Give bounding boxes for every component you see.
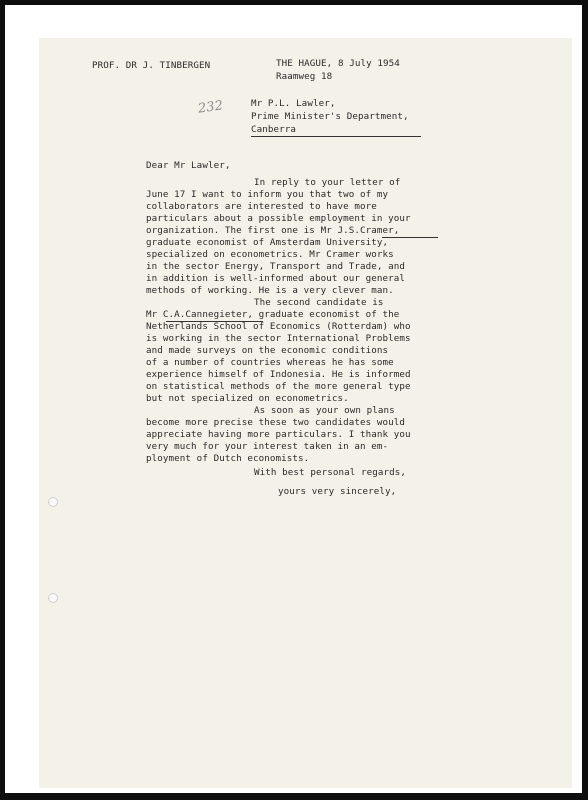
body-line: on statistical methods of the more general type: [146, 381, 411, 392]
body-line: appreciate having more particulars. I thank you: [146, 429, 411, 440]
body-line: collaborators are interested to have more: [146, 201, 377, 212]
closing-regards: With best personal regards,: [254, 467, 407, 478]
recipient-underline: [251, 136, 421, 137]
body-line: become more precise these two candidates would: [146, 417, 406, 428]
recipient-name: Mr P.L. Lawler,: [251, 98, 336, 109]
body-line: The second candidate is: [254, 297, 384, 308]
body-line: ployment of Dutch economists.: [146, 453, 310, 464]
body-line: but not specialized on econometrics.: [146, 393, 349, 404]
salutation: Dear Mr Lawler,: [146, 160, 231, 171]
body-line: experience himself of Indonesia. He is informed: [146, 369, 411, 380]
city-date: THE HAGUE, 8 July 1954: [276, 58, 400, 69]
body-line: June 17 I want to inform you that two of my: [146, 189, 389, 200]
body-line: organization. The first one is Mr J.S.Cramer,: [146, 225, 400, 236]
body-line: methods of working. He is a very clever man.: [146, 285, 394, 296]
body-line: very much for your interest taken in an em-: [146, 441, 389, 452]
pencil-folio-mark: 232: [197, 98, 225, 117]
body-line: graduate economist of Amsterdam University,: [146, 237, 389, 248]
body-line: Netherlands School of Economics (Rotterdam) who: [146, 321, 411, 332]
body-line: particulars about a possible employment in your: [146, 213, 411, 224]
street-address: Raamweg 18: [276, 71, 333, 82]
body-line: As soon as your own plans: [254, 405, 395, 416]
name-underline-cramer: [382, 237, 438, 238]
body-line: specialized on econometrics. Mr Cramer works: [146, 249, 394, 260]
closing-signoff: yours very sincerely,: [278, 486, 397, 497]
body-line: In reply to your letter of: [254, 177, 401, 188]
body-line: in the sector Energy, Transport and Trade, and: [146, 261, 406, 272]
body-line: Mr C.A.Cannegieter, graduate economist of the: [146, 309, 400, 320]
body-line: of a number of countries whereas he has some: [146, 357, 394, 368]
body-line: and made surveys on the economic conditions: [146, 345, 389, 356]
body-line: is working in the sector International Problems: [146, 333, 411, 344]
recipient-department: Prime Minister's Department,: [251, 111, 409, 122]
sender-name: PROF. DR J. TINBERGEN: [92, 60, 211, 71]
body-line: in addition is well-informed about our general: [146, 273, 406, 284]
recipient-city: Canberra: [251, 124, 297, 135]
name-underline-cannegieter: [166, 321, 263, 322]
